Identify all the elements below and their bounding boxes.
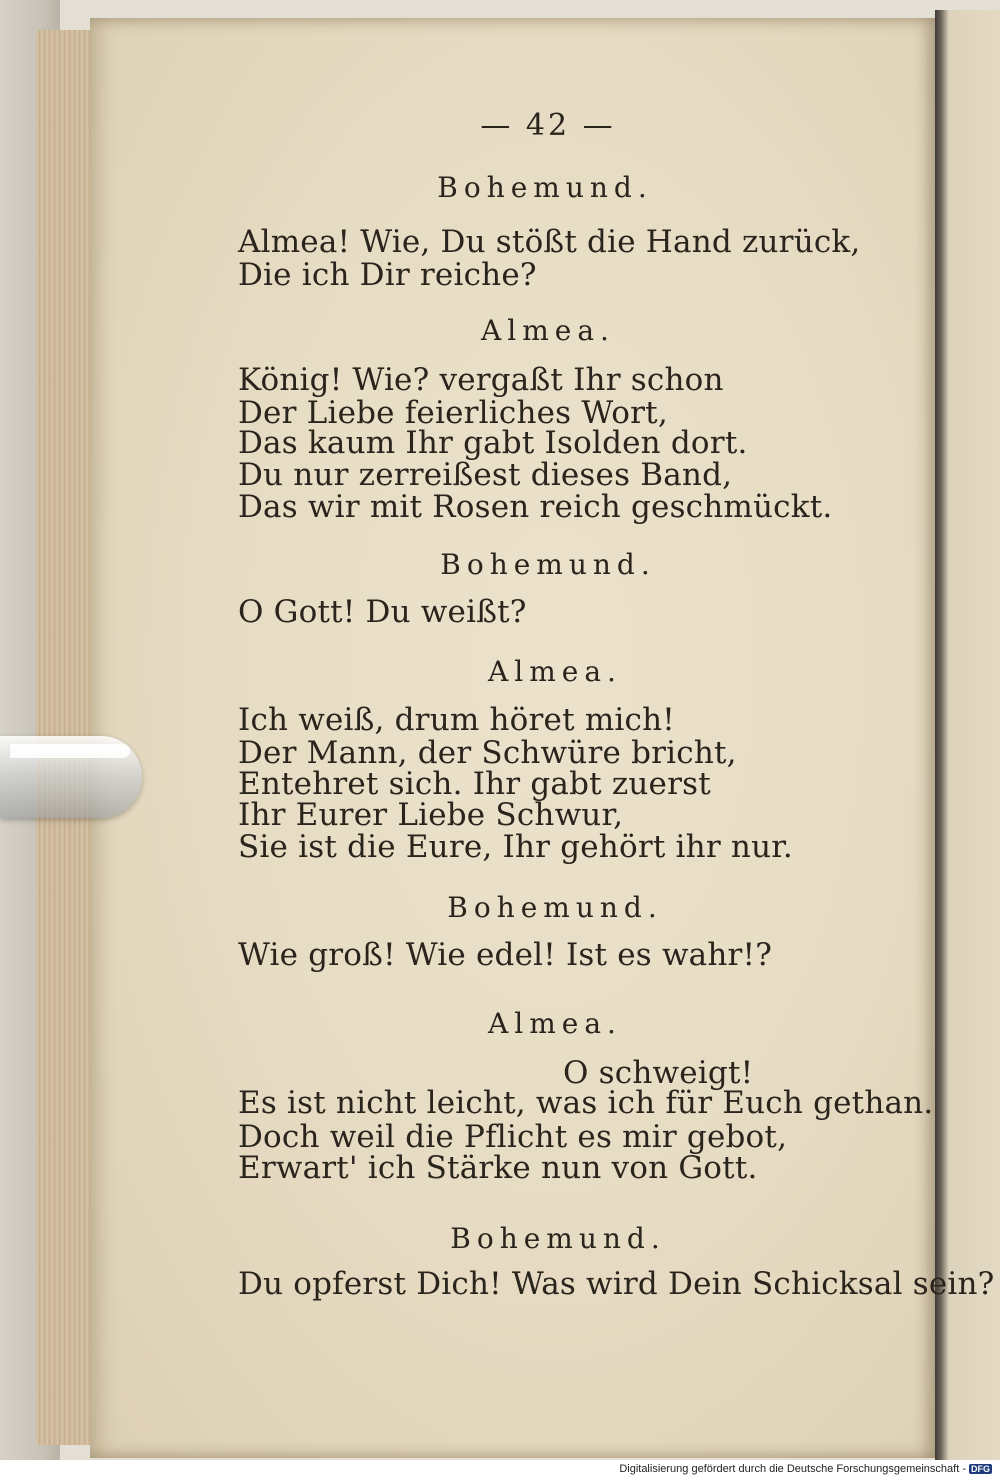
speaker-almea: Almea. (488, 1007, 622, 1040)
verse-line: Doch weil die Pflicht es mir gebot, (238, 1119, 788, 1155)
speaker-almea: Almea. (481, 314, 615, 347)
funding-credit (619, 1463, 992, 1475)
clip-highlight (10, 744, 130, 758)
speaker-bohemund: Bohemund. (447, 891, 663, 924)
speaker-almea: Almea. (488, 655, 622, 688)
verse-line: Der Liebe feierliches Wort, (238, 395, 668, 431)
verse-line: O schweigt! (563, 1055, 754, 1091)
verse-line: O Gott! Du weißt? (238, 594, 527, 630)
verse-line: Der Mann, der Schwüre bricht, (238, 735, 737, 771)
credit-text: Digitalisierung gefördert durch die Deutsche Forschungsgemeinschaft - (619, 1463, 966, 1475)
verse-line: Ich weiß, drum höret mich! (238, 702, 675, 738)
speaker-bohemund: Bohemund. (437, 171, 653, 204)
verse-line: König! Wie? vergaßt Ihr schon (238, 362, 724, 398)
verse-line: Du nur zerreißest dieses Band, (238, 457, 733, 493)
speaker-bohemund: Bohemund. (440, 548, 656, 581)
verse-line: Sie ist die Eure, Ihr gehört ihr nur. (238, 829, 793, 865)
verse-line: Es ist nicht leicht, was ich für Euch gethan. (238, 1085, 934, 1121)
verse-line: Die ich Dir reiche? (238, 257, 537, 293)
verse-line: Almea! Wie, Du stößt die Hand zurück, (238, 224, 861, 260)
speaker-bohemund: Bohemund. (450, 1222, 666, 1255)
page-number: — 42 — (480, 108, 616, 143)
verse-line: Das kaum Ihr gabt Isolden dort. (238, 425, 748, 461)
facing-page (935, 10, 1000, 1470)
verse-line: Das wir mit Rosen reich geschmückt. (238, 489, 833, 525)
verse-line: Du opferst Dich! Was wird Dein Schicksal sein? (238, 1266, 995, 1302)
verse-line: Entehret sich. Ihr gabt zuerst (238, 766, 711, 802)
verse-line: Ihr Eurer Liebe Schwur, (238, 797, 624, 833)
verse-line: Wie groß! Wie edel! Ist es wahr!? (238, 937, 773, 973)
page-clip (0, 718, 145, 828)
verse-line: Erwart' ich Stärke nun von Gott. (238, 1150, 758, 1186)
dfg-logo-icon: DFG (971, 1464, 990, 1474)
